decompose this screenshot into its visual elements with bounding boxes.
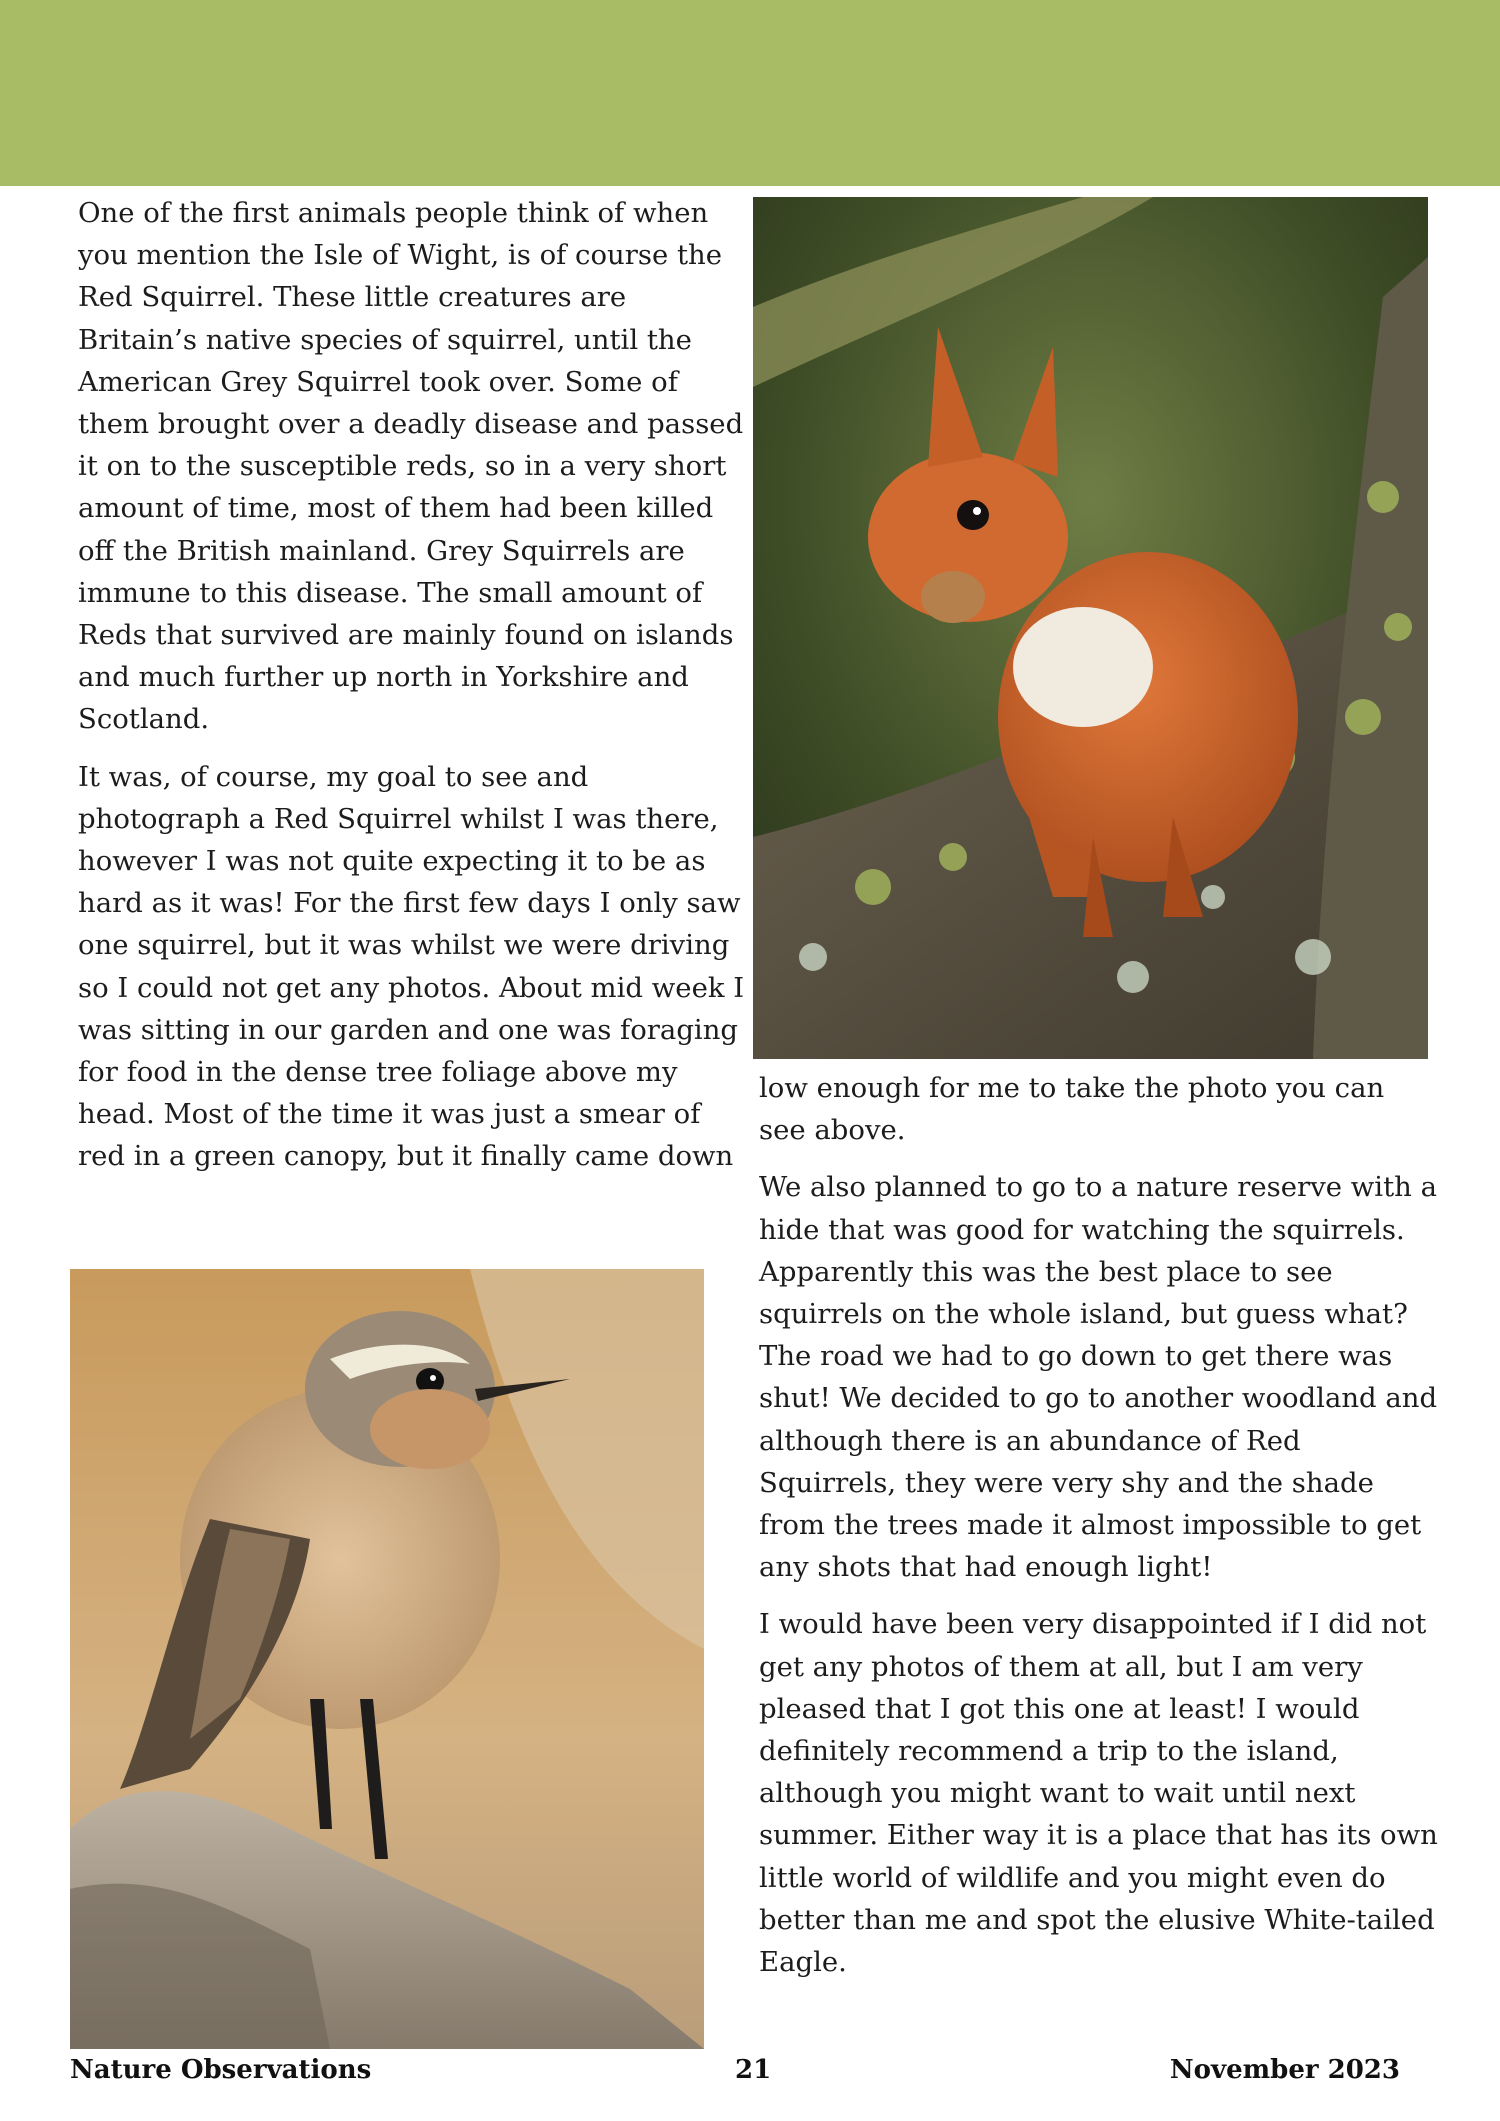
header-band [0,0,1500,186]
wheatear-photo [70,1269,704,2049]
publication-name: Nature Observations [70,2055,372,2085]
issue-date: November 2023 [1169,2055,1400,2085]
page-footer [70,2055,1400,2095]
red-squirrel-photo [753,197,1428,1059]
paragraph-goal: It was, of course, my goal to see and photograph a Red Squirrel whilst I was there, however I was not quite expecting it to be as hard as it was! For the first few days I only saw one squirrel, but it was whilst we were driving so I could not get any photos. About mid week I was sitting in our garden and one was foraging for food in the dense tree foliage above my head. Most of the time it was just a smear of red in a green canopy, but it finally came down [78,760,745,1173]
paragraph-nature-reserve: We also planned to go to a nature reserve with a hide that was good for watching the squirrels. Apparently this was the best place to see squirrels on the whole island, but guess what? The road we had to go down to get there was shut! We decided to go to another woodland and although there is an abundance of Red Squirrels, they were very shy and the shade from the trees made it almost impossible to get any shots that had enough light! [759,1171,1438,1584]
article-column-right [759,1067,1439,1998]
paragraph-intro: One of the first animals people think of when you mention the Isle of Wight, is of course the Red Squirrel. These little creatures are Britain’s native species of squirrel, until the American Grey Squirrel took over. Some of them brought over a deadly disease and passed it on to the susceptible reds, so in a very short amount of time, most of them had been killed off the British mainland. Grey Squirrels are immune to this disease. The small amount of Reds that survived are mainly found on islands and much further up north in Yorkshire and Scotland. [78,197,744,736]
paragraph-continued: low enough for me to take the photo you can see above. [759,1072,1385,1147]
page-number: 21 [735,2055,772,2085]
article-column-left [78,192,748,1193]
paragraph-conclusion: I would have been very disappointed if I did not get any photos of them at all, but I am very pleased that I got this one at least! I would definitely recommend a trip to the island, although you might want to wait until next summer. Either way it is a place that has its own little world of wildlife and you might even do better than me and spot the elusive White-tailed Eagle. [759,1608,1438,1979]
